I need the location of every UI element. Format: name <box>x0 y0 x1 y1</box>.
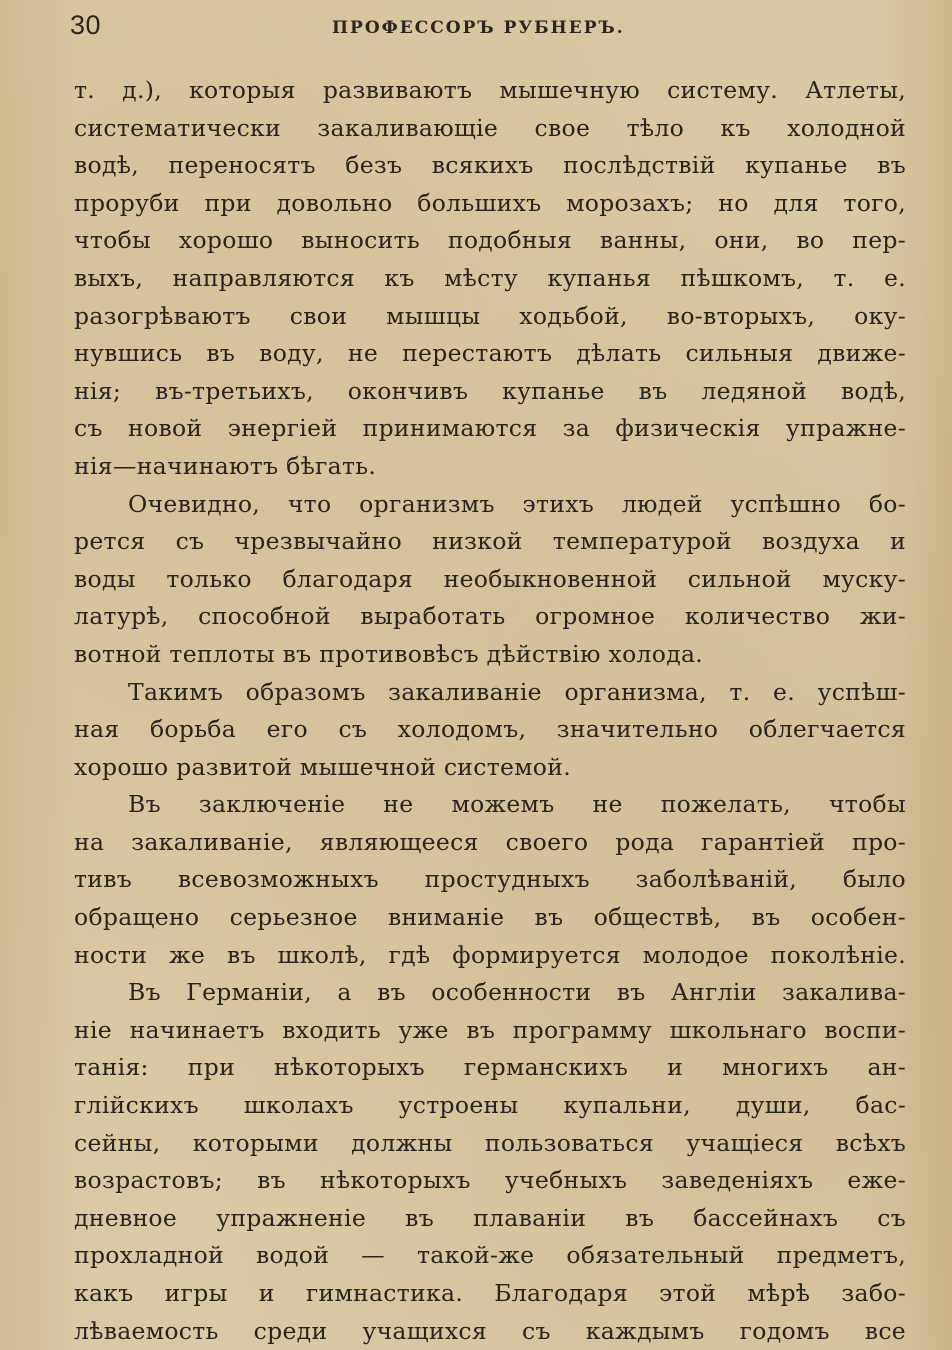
text-line: рется съ чрезвычайно низкой температурой воздуха и <box>74 527 906 556</box>
text-line: воды только благодаря необыкновенной сильной муску- <box>74 564 906 593</box>
text-line: Такимъ образомъ закаливаніе организма, т. е. успѣш- <box>128 677 906 706</box>
text-line: выхъ, направляются къ мѣсту купанья пѣшкомъ, т. е. <box>74 263 906 292</box>
text-line: систематически закаливающіе свое тѣло къ холодной <box>74 113 906 142</box>
text-line: танія: при нѣкоторыхъ германскихъ и многихъ ан- <box>74 1053 906 1082</box>
text-line: глійскихъ школахъ устроены купальни, души, бас- <box>74 1091 906 1120</box>
text-line: нія—начинаютъ бѣгать. <box>74 451 377 480</box>
text-line: съ новой энергіей принимаются за физическія упражне- <box>74 414 906 443</box>
text-line: чтобы хорошо выносить подобныя ванны, они, во пер- <box>74 226 906 255</box>
text-line: водѣ, переносятъ безъ всякихъ послѣдствій купанье въ <box>74 151 906 180</box>
text-line: Въ заключеніе не можемъ не пожелать, чтобы <box>128 790 906 819</box>
text-line: Очевидно, что организмъ этихъ людей успѣшно бо- <box>128 489 906 518</box>
text-line: дневное упражненіе въ плаваніи въ бассейнахъ съ <box>74 1203 906 1232</box>
body-text <box>74 72 906 1350</box>
text-line: латурѣ, способной выработать огромное количество жи- <box>74 602 906 631</box>
text-line: нувшись въ воду, не перестаютъ дѣлать сильныя движе- <box>74 339 906 368</box>
text-line: ности же въ школѣ, гдѣ формируется молодое поколѣніе. <box>74 940 906 969</box>
text-line: ная борьба его съ холодомъ, значительно облегчается <box>74 715 906 744</box>
text-line: ніе начинаетъ входить уже въ программу школьнаго воспи- <box>74 1015 906 1044</box>
text-line: т. д.), которыя развиваютъ мышечную систему. Атлеты, <box>74 76 906 104</box>
text-line: хорошо развитой мышечной системой. <box>74 752 571 781</box>
text-line: какъ игры и гимнастика. Благодаря этой мѣрѣ забо- <box>74 1279 906 1307</box>
running-title: ПРОФЕССОРЪ РУБНЕРЪ. <box>332 18 625 38</box>
text-line: на закаливаніе, являющееся своего рода гарантіей про- <box>74 827 906 856</box>
page-header <box>70 10 900 44</box>
text-line: вотной теплоты въ противовѣсъ дѣйствію холода. <box>74 639 704 668</box>
text-line: прохладной водой — такой-же обязательный предметъ, <box>74 1241 906 1270</box>
page-number: 30 <box>70 10 102 40</box>
text-line: тивъ всевозможныхъ простудныхъ заболѣваній, было <box>74 865 906 894</box>
text-line: лѣваемость среди учащихся съ каждымъ годомъ все <box>74 1316 906 1345</box>
text-line: проруби при довольно большихъ морозахъ; но для того, <box>74 188 906 217</box>
text-line: разогрѣваютъ свои мышцы ходьбой, во-вторыхъ, оку- <box>74 301 906 330</box>
text-line: сейны, которыми должны пользоваться учащіеся всѣхъ <box>74 1128 906 1157</box>
text-line: обращено серьезное вниманіе въ обществѣ, въ особен- <box>74 903 906 932</box>
text-line: возрастовъ; въ нѣкоторыхъ учебныхъ заведеніяхъ еже- <box>74 1166 906 1195</box>
text-line: нія; въ-третьихъ, окончивъ купанье въ ледяной водѣ, <box>74 376 906 405</box>
text-line: Въ Германіи, а въ особенности въ Англіи закалива- <box>128 978 906 1007</box>
